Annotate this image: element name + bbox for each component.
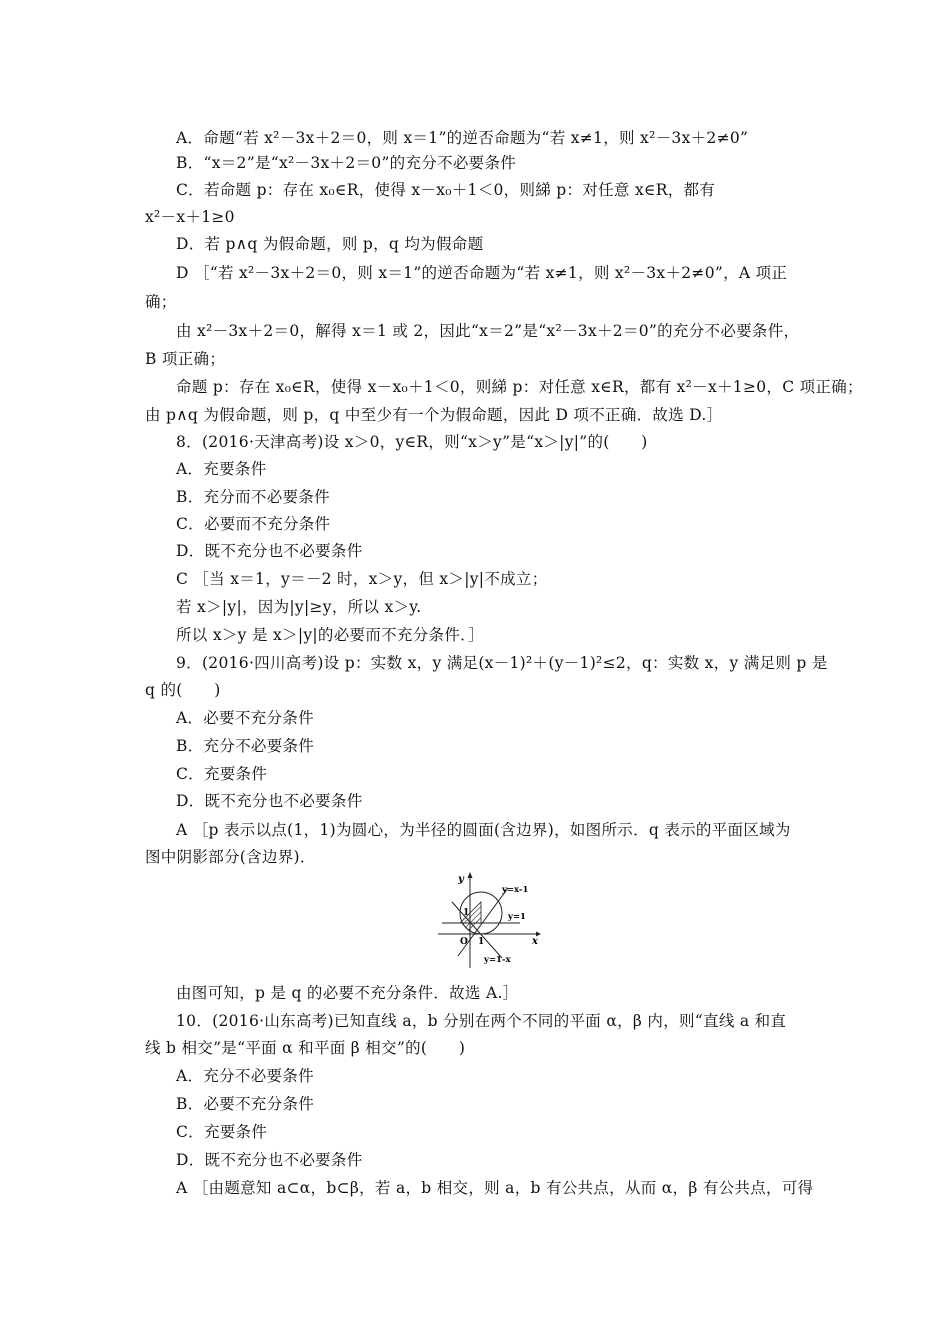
- question-9: 9．(2016·四川高考)设 p：实数 x，y 满足(x－1)²＋(y－1)²≤2，q：实数 x，y 满足则 p 是: [176, 654, 828, 672]
- label-line-b: y=1: [508, 912, 526, 922]
- label-line-c: y=1-x: [484, 955, 511, 965]
- x-axis-label: x: [532, 936, 538, 947]
- y-tick-1: 1: [463, 908, 470, 918]
- option-c: C．若命题 p：存在 x₀∈R，使得 x－x₀＋1＜0，则綈 p：对任意 x∈R，都有: [176, 181, 716, 199]
- answer-9-line-2: 图中阴影部分(含边界)．: [145, 848, 316, 866]
- answer-8-line-2: 若 x＞|y|，因为|y|≥y，所以 x＞y.: [176, 598, 422, 616]
- question-10: 10．(2016·山东高考)已知直线 a，b 分别在两个不同的平面 α，β 内，则“直线 a 和直: [176, 1012, 787, 1030]
- answer-7-line-3: 由 x²－3x＋2＝0，解得 x＝1 或 2，因此“x＝2”是“x²－3x＋2＝0”的充分不必要条件，: [176, 322, 800, 340]
- q9-option-b: B．充分不必要条件: [176, 737, 315, 755]
- q10-option-d: D．既不充分也不必要条件: [176, 1151, 363, 1169]
- q10-option-c: C．充要条件: [176, 1123, 268, 1141]
- origin-label: O: [460, 937, 468, 947]
- question-9-cont: q 的( ): [145, 681, 221, 699]
- answer-8-line-3: 所以 x＞y 是 x＞|y|的必要而不充分条件．］: [176, 626, 484, 644]
- q10-option-b: B．必要不充分条件: [176, 1095, 315, 1113]
- answer-7-line-6: 由 p∧q 为假命题，则 p，q 中至少有一个为假命题，因此 D 项不正确．故选 D.］: [145, 406, 723, 424]
- q8-option-b: B．充分而不必要条件: [176, 488, 330, 506]
- answer-7-line-5: 命题 p：存在 x₀∈R，使得 x－x₀＋1＜0，则綈 p：对任意 x∈R，都有 x²－x＋1≥0，C 项正确；: [176, 378, 863, 396]
- q9-option-c: C．充要条件: [176, 765, 268, 783]
- label-line-a: y=x-1: [502, 885, 529, 895]
- option-c-cont: x²－x＋1≥0: [145, 208, 235, 226]
- answer-7-line-2: 确；: [145, 293, 177, 311]
- y-axis-label: y: [458, 874, 464, 885]
- question-8: 8．(2016·天津高考)设 x＞0，y∈R，则“x＞y”是“x＞|y|”的( ): [176, 433, 648, 451]
- x-tick-1: 1: [478, 937, 485, 947]
- option-a: A．命题“若 x²－3x＋2＝0，则 x＝1”的逆否命题为“若 x≠1，则 x²－3x＋2≠0”: [176, 129, 749, 147]
- answer-8-line-1: C ［当 x＝1，y＝－2 时，x＞y，但 x＞|y|不成立；: [176, 570, 548, 588]
- answer-9-line-3: 由图可知，p 是 q 的必要不充分条件．故选 A.］: [176, 984, 519, 1002]
- answer-9-line-1: A ［p 表示以点(1，1)为圆心，为半径的圆面(含边界)，如图所示．q 表示的平面区域为: [176, 821, 791, 839]
- answer-10-line-1: A ［由题意知 a⊂α，b⊂β，若 a，b 相交，则 a，b 有公共点，从而 α，β 有公共点，可得: [176, 1179, 814, 1197]
- option-d: D．若 p∧q 为假命题，则 p，q 均为假命题: [176, 235, 484, 253]
- option-b: B．“x＝2”是“x²－3x＋2＝0”的充分不必要条件: [176, 154, 517, 172]
- q10-option-a: A．充分不必要条件: [176, 1067, 314, 1085]
- region-figure: [432, 870, 544, 970]
- y-axis-arrow: [468, 872, 473, 878]
- question-10-cont: 线 b 相交”是“平面 α 和平面 β 相交”的( ): [145, 1039, 466, 1057]
- q8-option-a: A．充要条件: [176, 460, 267, 478]
- q9-option-a: A．必要不充分条件: [176, 709, 314, 727]
- answer-7-line-1: D ［“若 x²－3x＋2＝0，则 x＝1”的逆否命题为“若 x≠1，则 x²－3x＋2≠0”，A 项正: [176, 264, 788, 282]
- q9-option-d: D．既不充分也不必要条件: [176, 792, 363, 810]
- answer-7-line-4: B 项正确；: [145, 350, 226, 368]
- q8-option-c: C．必要而不充分条件: [176, 515, 331, 533]
- q8-option-d: D．既不充分也不必要条件: [176, 542, 363, 560]
